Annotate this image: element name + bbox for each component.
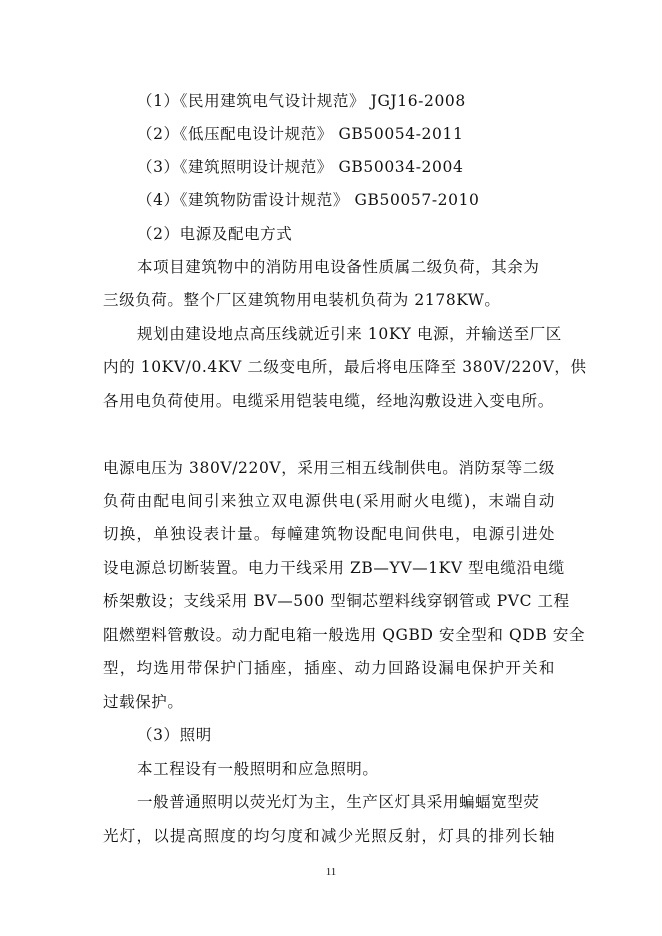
text-line: 一般普通照明以荧光灯为主，生产区灯具采用蝙蝠宽型荧 bbox=[137, 793, 540, 811]
text-line: 三级负荷。整个厂区建筑物用电装机负荷为 2178KW。 bbox=[103, 291, 501, 309]
text-line: 型，均选用带保护门插座，插座、动力回路设漏电保护开关和 bbox=[103, 659, 555, 677]
reference-item: （1）《民用建筑电气设计规范》 JGJ16-2008 bbox=[137, 92, 466, 110]
reference-item: （4）《建筑物防雷设计规范》 GB50057-2010 bbox=[137, 191, 480, 209]
text-line: 切换，单独设表计量。每幢建筑物设配电间供电，电源引进处 bbox=[103, 525, 555, 543]
paragraph-lighting-types: 本工程设有一般照明和应急照明。 bbox=[137, 760, 379, 778]
text-line: 设电源总切断装置。电力干线采用 ZB—YV—1KV 型电缆沿电缆 bbox=[103, 559, 565, 577]
text-line: 电源电压为 380V/220V，采用三相五线制供电。消防泵等二级 bbox=[103, 459, 555, 477]
text-line: 规划由建设地点高压线就近引来 10KY 电源，并输送至厂区 bbox=[137, 325, 562, 343]
text-line: 负荷由配电间引来独立双电源供电(采用耐火电缆)，末端自动 bbox=[103, 492, 555, 510]
text-line: 内的 10KV/0.4KV 二级变电所，最后将电压降至 380V/220V，供 bbox=[103, 358, 587, 376]
text-line: 过载保护。 bbox=[103, 693, 184, 711]
text-line: 各用电负荷使用。电缆采用铠装电缆，经地沟敷设进入变电所。 bbox=[103, 392, 554, 410]
text-line: 本项目建筑物中的消防用电设备性质属二级负荷，其余为 bbox=[137, 258, 540, 276]
text-line: 阻燃塑料管敷设。动力配电箱一般选用 QGBD 安全型和 QDB 安全 bbox=[103, 626, 586, 644]
page-number: 11 bbox=[325, 866, 337, 878]
section-heading-lighting: （3）照明 bbox=[137, 726, 212, 744]
reference-item: （2）《低压配电设计规范》 GB50054-2011 bbox=[137, 125, 464, 143]
section-heading-power-supply: （2）电源及配电方式 bbox=[137, 225, 293, 243]
text-line: 桥架敷设；支线采用 BV—500 型铜芯塑料线穿钢管或 PVC 工程 bbox=[103, 592, 570, 610]
text-line: 光灯，以提高照度的均匀度和减少光照反射，灯具的排列长轴 bbox=[103, 827, 555, 845]
reference-item: （3）《建筑照明设计规范》 GB50034-2004 bbox=[137, 158, 464, 176]
